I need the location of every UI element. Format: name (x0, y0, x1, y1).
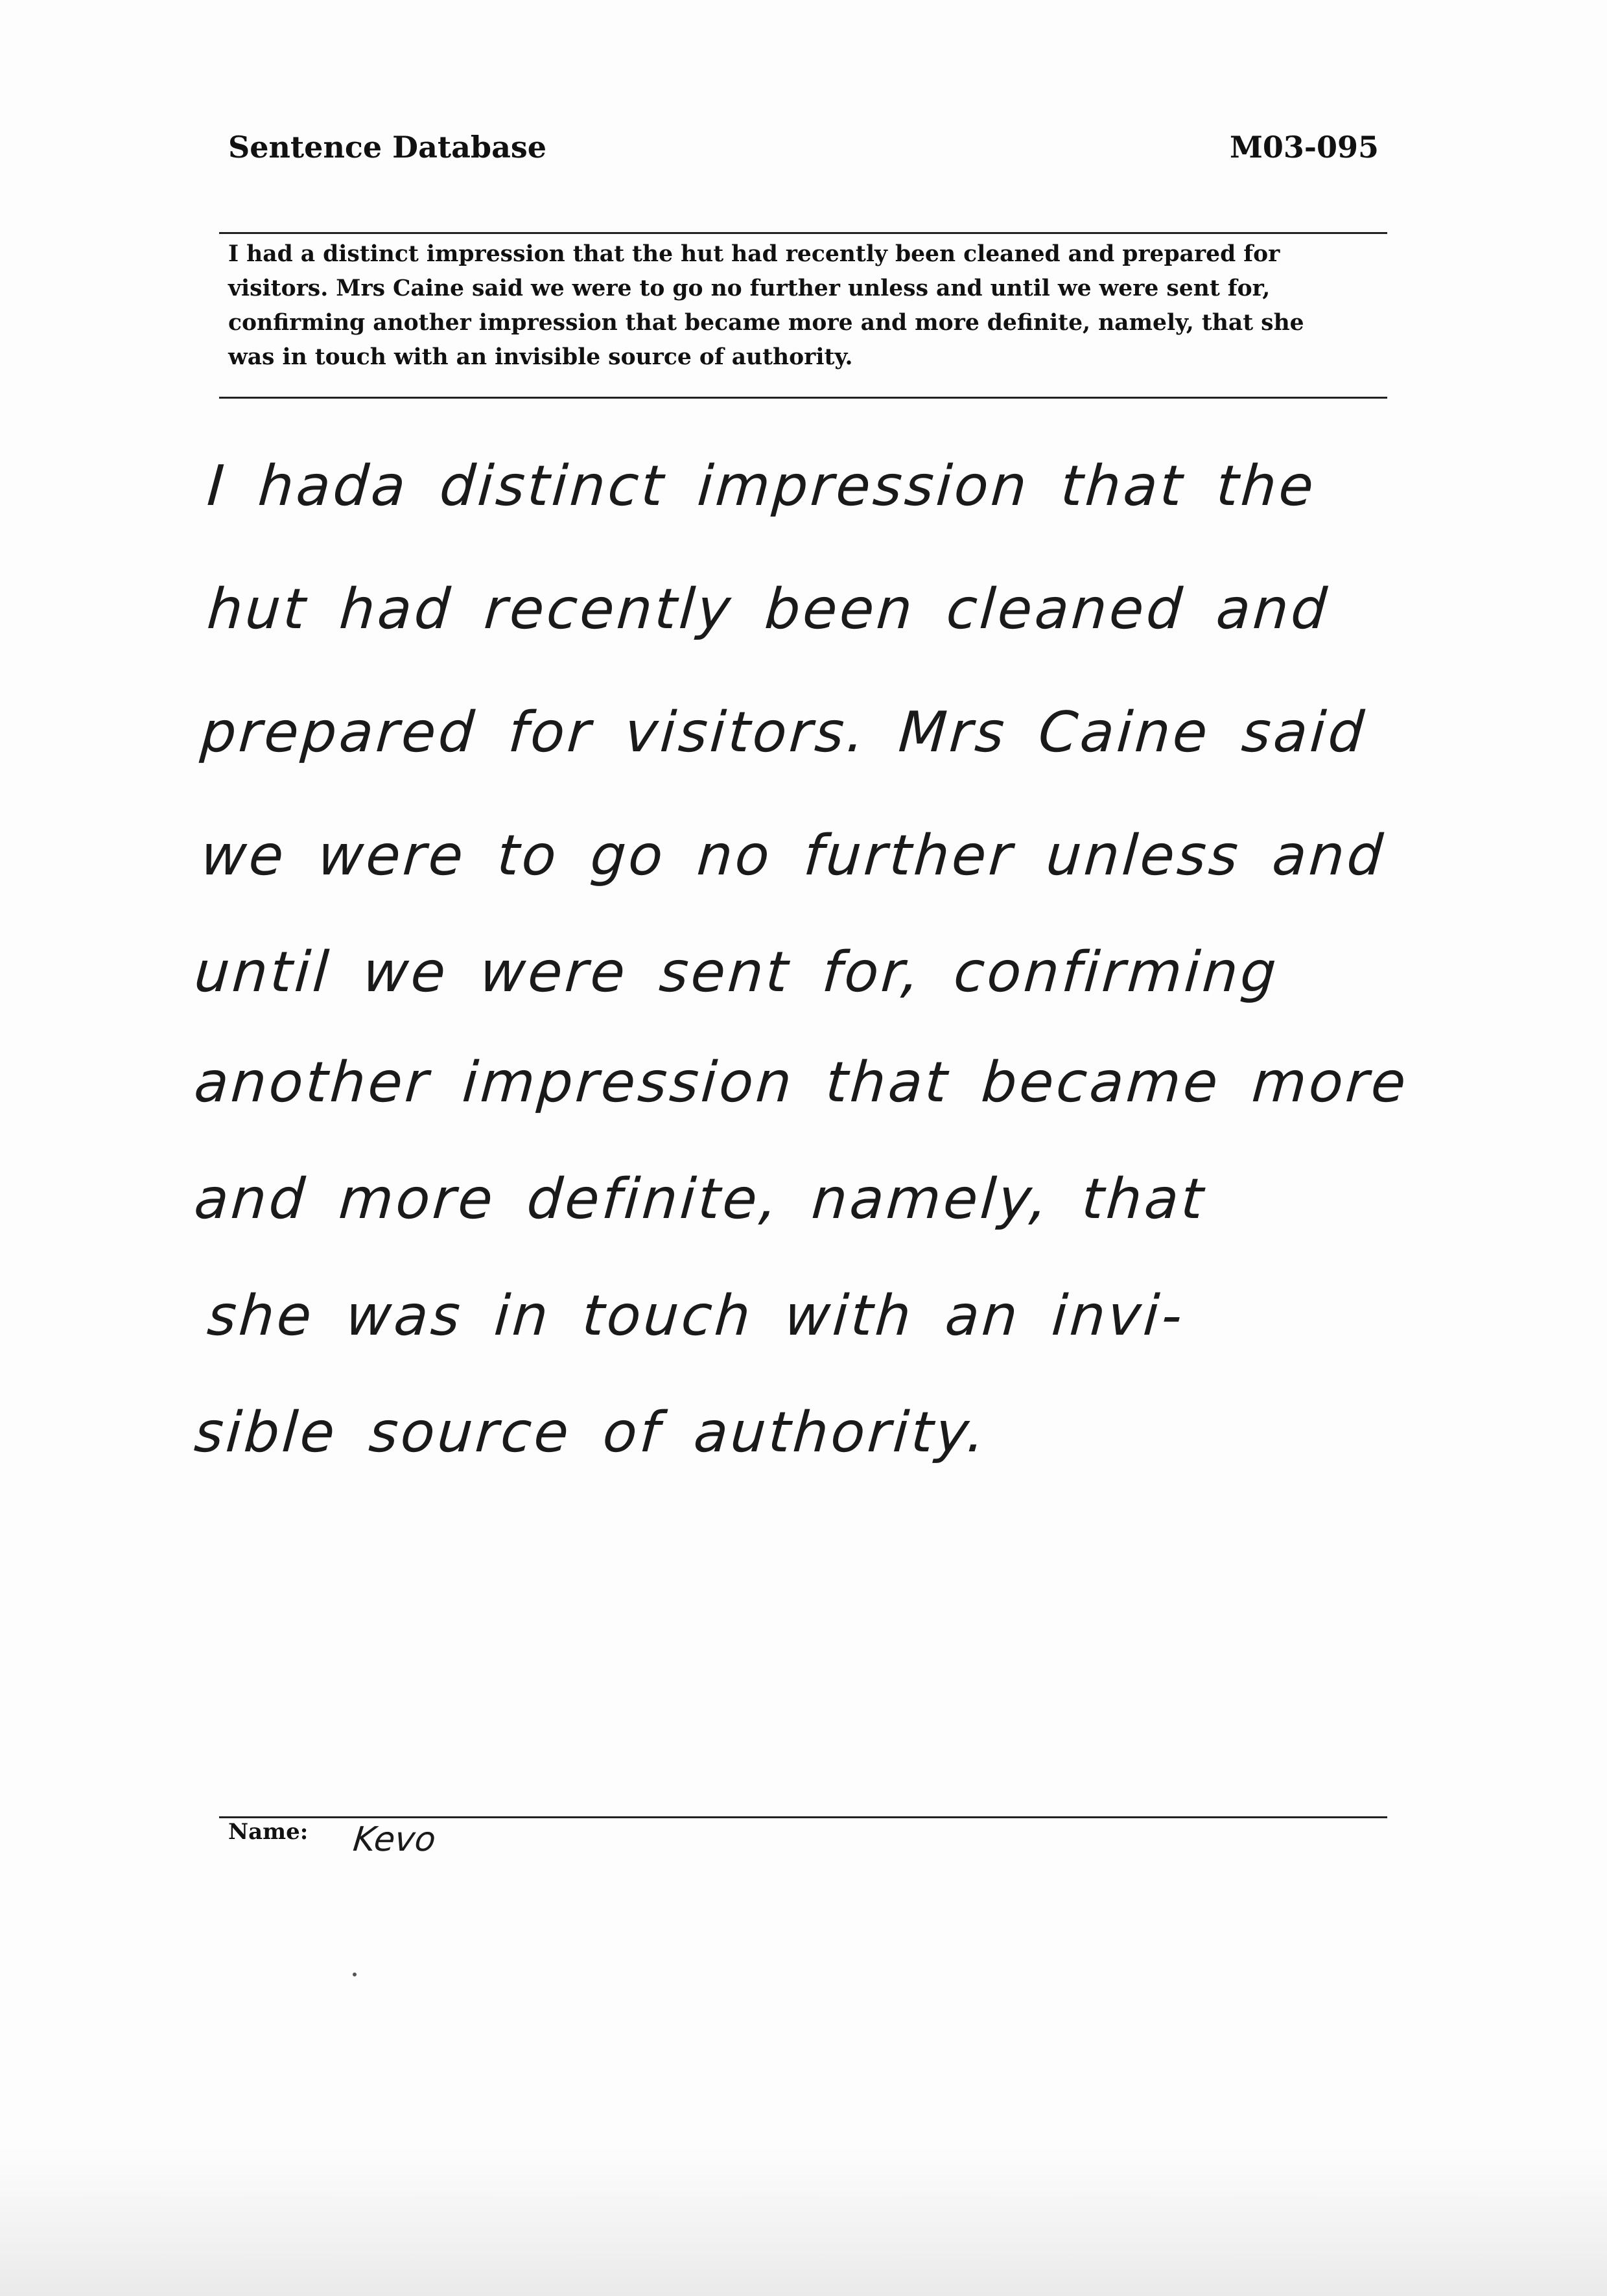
printed-line: I had a distinct impression that the hut had recently been cleaned and prepared for (228, 241, 1280, 267)
handwritten-line: we were to go no further unless and (198, 823, 1388, 888)
bottom-divider (219, 397, 1387, 399)
printed-line: confirming another impression that became more and more definite, namely, that she (228, 310, 1304, 336)
handwritten-line: until we were sent for, confirming (192, 940, 1281, 1005)
name-signature: Kevo (351, 1820, 438, 1859)
top-divider (219, 232, 1387, 234)
handwritten-line: sible source of authority. (192, 1400, 990, 1465)
form-id: M03-095 (1229, 130, 1379, 165)
name-label: Name: (228, 1819, 309, 1845)
handwritten-line: hut had recently been cleaned and (205, 577, 1331, 642)
printed-line: was in touch with an invisible source of authority. (228, 344, 853, 370)
handwritten-line: prepared for visitors. Mrs Caine said (198, 700, 1369, 765)
form-title: Sentence Database (228, 130, 547, 165)
printed-line: visitors. Mrs Caine said we were to go no further unless and until we were sent for, (228, 275, 1271, 301)
handwritten-line: and more definite, namely, that (192, 1167, 1208, 1232)
paper-speck (353, 1973, 357, 1976)
handwritten-line: I hada distinct impression that the (205, 454, 1319, 519)
handwritten-line: she was in touch with an invi- (205, 1283, 1187, 1348)
handwritten-line: another impression that became more (192, 1050, 1411, 1115)
scan-edge-shadow (0, 2147, 1607, 2296)
printed-sentence-block (228, 237, 1381, 375)
name-signature-line (219, 1816, 1387, 1818)
